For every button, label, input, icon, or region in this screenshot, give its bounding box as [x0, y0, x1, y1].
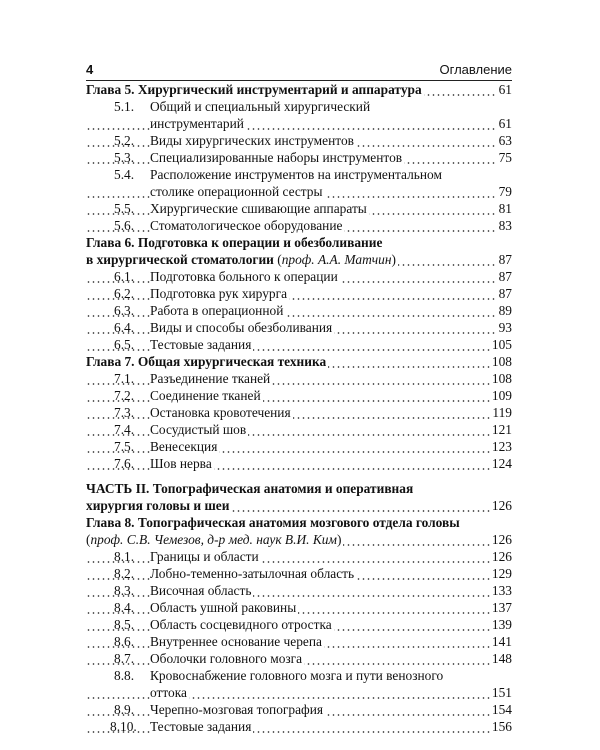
entry-title: Подготовка рук хирурга	[150, 286, 288, 301]
entry-title-cont: инструментарий	[150, 116, 244, 131]
toc-entry-8-9	[86, 701, 512, 718]
entry-number: 8.1.	[114, 549, 135, 564]
entry-number: 8.8.	[114, 668, 135, 683]
entry-title: Границы и области	[150, 549, 259, 564]
toc-entry-8-10	[86, 718, 512, 735]
page-ref: 148	[491, 651, 512, 666]
table-of-contents	[86, 81, 512, 735]
entry-title: Шов нерва	[150, 456, 212, 471]
chapter-6-heading-cont	[86, 251, 512, 268]
page-ref: 133	[491, 583, 512, 598]
page-ref: 105	[491, 337, 512, 352]
page-ref: 61	[498, 116, 512, 131]
entry-number: 5.1.	[114, 99, 135, 114]
chapter-8-heading	[86, 514, 512, 531]
page-ref: 109	[491, 388, 512, 403]
entry-title: Кровоснабжение головного мозга и пути венозного	[150, 668, 444, 683]
chapter-title: Глава 7. Общая хирургическая техника	[86, 354, 327, 369]
toc-entry-7-5	[86, 438, 512, 455]
entry-number: 5.6.	[114, 218, 135, 233]
page-ref: 156	[491, 719, 512, 734]
toc-entry-8-7	[86, 650, 512, 667]
entry-number: 8.9.	[114, 702, 135, 717]
page-header	[86, 62, 512, 80]
page-ref: 81	[498, 201, 512, 216]
entry-title: Работа в операционной	[150, 303, 284, 318]
entry-title: Остановка кровотечения	[150, 405, 291, 420]
entry-title: Подготовка больного к операции	[150, 269, 338, 284]
toc-entry-7-6	[86, 455, 512, 472]
page-ref: 121	[491, 422, 512, 437]
entry-number: 7.6.	[114, 456, 135, 471]
chapter-title: Глава 5. Хирургический инструментарий и аппаратура	[86, 82, 422, 97]
part-title: ЧАСТЬ II. Топографическая анатомия и оперативная	[86, 481, 414, 496]
chapter-author: проф. А.А. Матчин	[281, 252, 392, 267]
page-ref: 75	[498, 150, 512, 165]
chapter-title-cont	[86, 251, 398, 268]
author-bracket-open: (	[273, 252, 282, 267]
toc-entry-7-2	[86, 387, 512, 404]
page-ref: 93	[498, 320, 512, 335]
toc-entry-8-4	[86, 599, 512, 616]
page-ref: 151	[491, 685, 512, 700]
entry-number: 8.2.	[114, 566, 135, 581]
entry-number: 7.1.	[114, 371, 135, 386]
page-number: 4	[86, 62, 94, 77]
toc-entry-8-8-cont	[86, 684, 512, 701]
entry-title: Виды и способы обезболивания	[150, 320, 333, 335]
entry-number: 7.2.	[114, 388, 135, 403]
entry-title: Черепно-мозговая топография	[150, 702, 324, 717]
part-2-heading-cont	[86, 497, 512, 514]
entry-title: Область сосцевидного отростка	[150, 617, 332, 632]
page-ref: 108	[491, 371, 512, 386]
page-ref: 61	[498, 82, 512, 97]
entry-number: 6.5.	[114, 337, 135, 352]
entry-number: 5.3.	[114, 150, 135, 165]
page-ref: 137	[491, 600, 512, 615]
toc-entry-5-1	[86, 98, 512, 115]
entry-title: Височная область	[150, 583, 252, 598]
page-ref: 139	[491, 617, 512, 632]
toc-entry-6-3	[86, 302, 512, 319]
entry-number: 6.3.	[114, 303, 135, 318]
entry-number: 8.10.	[110, 719, 137, 734]
page-ref: 154	[491, 702, 512, 717]
toc-entry-6-1	[86, 268, 512, 285]
entry-title: Разъединение тканей	[150, 371, 271, 386]
entry-number: 7.4.	[114, 422, 135, 437]
part-2-heading	[86, 480, 512, 497]
part-title-cont: хирургия головы и шеи	[86, 498, 230, 513]
chapter-8-author	[86, 531, 512, 548]
page-ref: 124	[491, 456, 512, 471]
page-ref: 87	[498, 252, 512, 267]
page-ref: 83	[498, 218, 512, 233]
toc-entry-7-4	[86, 421, 512, 438]
entry-number: 6.4.	[114, 320, 135, 335]
page-ref: 126	[491, 532, 512, 547]
entry-title: Хирургические сшивающие аппараты	[150, 201, 367, 216]
toc-entry-8-2	[86, 565, 512, 582]
chapter-title: Глава 8. Топографическая анатомия мозгового отдела головы	[86, 515, 460, 530]
page-ref: 108	[491, 354, 512, 369]
author-bracket-close: )	[336, 532, 342, 547]
toc-entry-5-6	[86, 217, 512, 234]
entry-number: 5.4.	[114, 167, 135, 182]
toc-entry-5-5	[86, 200, 512, 217]
toc-entry-6-4	[86, 319, 512, 336]
entry-number: 7.3.	[114, 405, 135, 420]
author-bracket-close: )	[391, 252, 396, 267]
entry-title-cont: столике операционной сестры	[150, 184, 323, 199]
entry-title: Общий и специальный хирургический	[150, 99, 371, 114]
page-ref: 89	[498, 303, 512, 318]
toc-entry-8-3	[86, 582, 512, 599]
page-ref: 119	[492, 405, 512, 420]
entry-title: Область ушной раковины	[150, 600, 297, 615]
entry-title-cont: оттока	[150, 685, 187, 700]
chapter-author: проф. С.В. Чемезов, д-р мед. наук В.И. Ким	[90, 532, 337, 547]
entry-title: Расположение инструментов на инструментальном	[150, 167, 442, 182]
toc-entry-5-4-cont	[86, 183, 512, 200]
page-ref: 63	[498, 133, 512, 148]
entry-number: 8.4.	[114, 600, 135, 615]
page-ref: 126	[491, 498, 512, 513]
entry-number: 5.2.	[114, 133, 135, 148]
chapter-title: Глава 6. Подготовка к операции и обезболивание	[86, 235, 383, 250]
toc-entry-8-8	[86, 667, 512, 684]
entry-title: Внутреннее основание черепа	[150, 634, 322, 649]
page-ref: 123	[491, 439, 512, 454]
toc-entry-5-1-cont	[86, 115, 512, 132]
entry-number: 6.2.	[114, 286, 135, 301]
toc-entry-6-5	[86, 336, 512, 353]
entry-title: Соединение тканей	[150, 388, 261, 403]
entry-number: 6.1.	[114, 269, 135, 284]
chapter-5-heading	[86, 81, 512, 98]
entry-number: 8.5.	[114, 617, 135, 632]
chapter-6-heading	[86, 234, 512, 251]
chapter-author-line	[86, 531, 343, 548]
toc-entry-8-5	[86, 616, 512, 633]
chapter-7-heading	[86, 353, 512, 370]
toc-entry-6-2	[86, 285, 512, 302]
entry-title: Специализированные наборы инструментов	[150, 150, 403, 165]
toc-entry-5-4	[86, 166, 512, 183]
toc-entry-7-1	[86, 370, 512, 387]
entry-number: 8.3.	[114, 583, 135, 598]
page-ref: 129	[491, 566, 512, 581]
entry-title: Виды хирургических инструментов	[150, 133, 354, 148]
entry-number: 8.6.	[114, 634, 135, 649]
toc-entry-5-2	[86, 132, 512, 149]
entry-title: Сосудистый шов	[150, 422, 247, 437]
entry-title: Тестовые задания	[150, 719, 252, 734]
page-ref: 141	[491, 634, 512, 649]
page-ref: 126	[491, 549, 512, 564]
chapter-title-text: в хирургической стоматологии	[86, 252, 274, 267]
entry-title: Лобно-теменно-затылочная область	[150, 566, 355, 581]
part-spacer	[86, 472, 512, 480]
entry-title: Тестовые задания	[150, 337, 252, 352]
entry-number: 8.7.	[114, 651, 135, 666]
entry-title: Стоматологическое оборудование	[150, 218, 343, 233]
running-title: Оглавление	[439, 62, 512, 77]
page-ref: 87	[498, 286, 512, 301]
page-ref: 79	[498, 184, 512, 199]
entry-title: Венесекция	[150, 439, 218, 454]
page-ref: 87	[498, 269, 512, 284]
toc-entry-7-3	[86, 404, 512, 421]
entry-number: 7.5.	[114, 439, 135, 454]
toc-entry-8-6	[86, 633, 512, 650]
toc-entry-8-1	[86, 548, 512, 565]
author-bracket-open: (	[86, 532, 91, 547]
entry-title: Оболочки головного мозга	[150, 651, 303, 666]
entry-number: 5.5.	[114, 201, 135, 216]
toc-entry-5-3	[86, 149, 512, 166]
